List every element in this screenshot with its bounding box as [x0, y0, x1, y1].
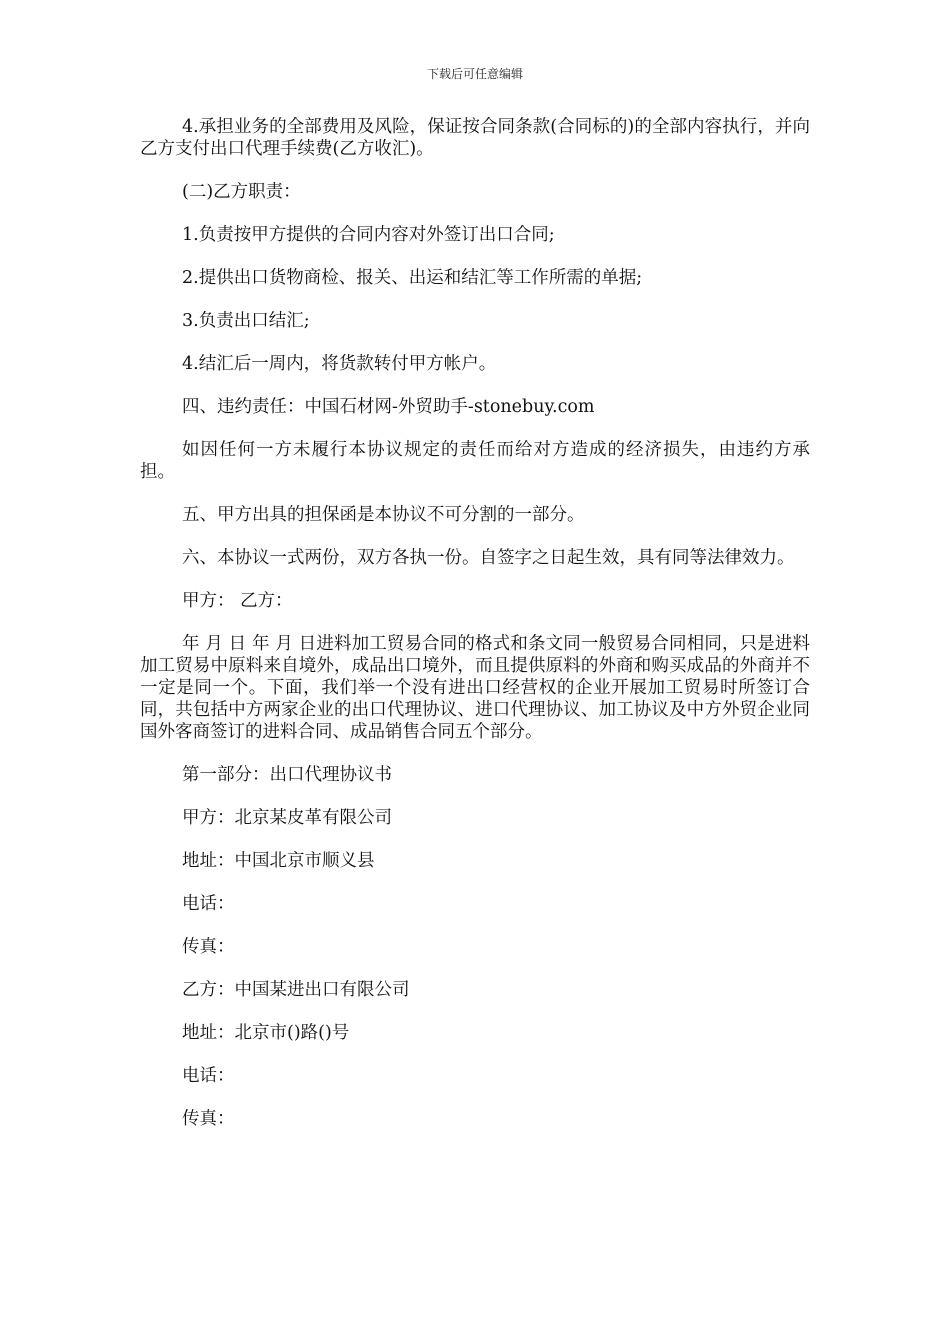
paragraph-breach-body: 如因任何一方未履行本协议规定的责任而给对方造成的经济损失，由违约方承担。	[140, 440, 810, 482]
paragraph-party-b-duty-4: 4.结汇后一周内，将货款转付甲方帐户。	[182, 354, 497, 374]
document-body	[140, 116, 810, 1151]
paragraph-clause-five: 五、甲方出具的担保函是本协议不可分割的一部分。	[182, 505, 585, 525]
paragraph-party-b-duty-3: 3.负责出口结汇;	[182, 311, 310, 331]
paragraph-party-b-phone: 电话：	[182, 1066, 235, 1086]
paragraph-party-a-fax: 传真：	[182, 937, 235, 957]
paragraph-clause-six: 六、本协议一式两份，双方各执一份。自签字之日起生效，具有同等法律效力。	[182, 548, 795, 568]
paragraph-processing-trade-intro: 年 月 日 年 月 日进料加工贸易合同的格式和条文同一般贸易合同相同，只是进料加工贸易中原料来自境外，成品出口境外，而且提供原料的外商和购买成品的外商并不一定是同一个。下面，我们举一个没有进出口经营权的企业开展加工贸易时所签订合同，共包括中方两家企业的出口代理协议、进口代理协议、加工协议及中方外贸企业同国外客商签订的进料合同、成品销售合同五个部分。	[140, 634, 810, 742]
paragraph-party-a-address: 地址：中国北京市顺义县	[182, 851, 375, 871]
paragraph-party-b-address: 地址：北京市()路()号	[182, 1023, 350, 1043]
paragraph-party-a-duty-4: 4.承担业务的全部费用及风险，保证按合同条款(合同标的)的全部内容执行，并向乙方支付出口代理手续费(乙方收汇)。	[140, 117, 810, 159]
paragraph-signature-parties: 甲方： 乙方：	[182, 591, 293, 611]
paragraph-party-b-fax: 传真：	[182, 1109, 235, 1129]
page-header: 下载后可任意编辑	[426, 67, 523, 81]
paragraph-breach-heading: 四、违约责任：中国石材网-外贸助手-stonebuy.com	[182, 397, 595, 417]
paragraph-party-b-name: 乙方：中国某进出口有限公司	[182, 980, 410, 1000]
paragraph-party-a-name: 甲方：北京某皮革有限公司	[182, 808, 392, 828]
paragraph-part-one-title: 第一部分：出口代理协议书	[182, 765, 392, 785]
paragraph-party-b-duty-1: 1.负责按甲方提供的合同内容对外签订出口合同;	[182, 225, 555, 245]
paragraph-party-a-phone: 电话：	[182, 894, 235, 914]
paragraph-party-b-duties-heading: (二)乙方职责：	[182, 182, 301, 202]
paragraph-party-b-duty-2: 2.提供出口货物商检、报关、出运和结汇等工作所需的单据;	[182, 268, 643, 288]
